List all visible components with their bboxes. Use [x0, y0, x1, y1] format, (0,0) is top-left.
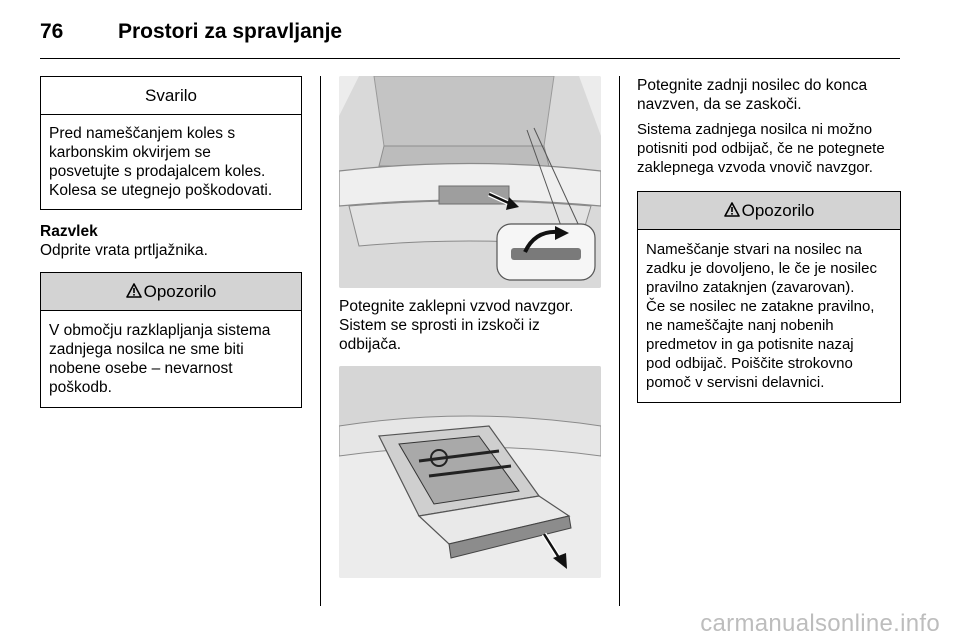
- warning-triangle-icon: [724, 202, 740, 217]
- header-rule: [40, 58, 900, 59]
- warning-line: pravilno zataknjen (zavarovan).: [646, 279, 855, 296]
- warning-line: pod odbijač. Poiščite strokovno: [646, 355, 853, 372]
- watermark: carmanualsonline.info: [700, 610, 940, 637]
- warning-line: ne nameščajte nanj nobenih: [646, 317, 834, 334]
- warning-text-left: [41, 311, 301, 407]
- warning-line: Nameščanje stvari na nosilec na: [646, 241, 862, 258]
- warning-line: zadnjega nosilca ne sme biti: [49, 341, 244, 358]
- warning-box-left: [40, 272, 302, 408]
- section-heading: Razvlek: [40, 223, 98, 240]
- warning-triangle-icon: [126, 283, 142, 298]
- middle-column: [339, 76, 601, 578]
- page-number: 76: [40, 20, 64, 43]
- warning-heading-text: Opozorilo: [741, 201, 815, 220]
- middle-line: Potegnite zaklepni vzvod navzgor.: [339, 298, 574, 315]
- caution-line: karbonskim okvirjem se: [49, 144, 211, 161]
- warning-heading-left: [41, 273, 301, 311]
- caution-line: Pred nameščanjem koles s: [49, 125, 236, 142]
- right-line: potisniti pod odbijač, če ne potegnete: [637, 140, 885, 157]
- illustration-pulled-carrier: [339, 366, 601, 578]
- warning-line: nobene osebe – nevarnost: [49, 360, 233, 377]
- middle-line: odbijača.: [339, 336, 402, 353]
- warning-line: V območju razklapljanja sistema: [49, 322, 271, 339]
- middle-paragraph: [339, 297, 601, 354]
- warning-line: predmetov in ga potisnite nazaj: [646, 336, 854, 353]
- warning-line: pomoč v servisni delavnici.: [646, 374, 825, 391]
- middle-line: Sistem se sprosti in izskoči iz: [339, 317, 540, 334]
- warning-line: poškodb.: [49, 379, 112, 396]
- right-paragraph-1: [637, 76, 901, 114]
- column-divider-2: [619, 76, 620, 606]
- caution-box: [40, 76, 302, 210]
- warning-heading-right: [638, 192, 900, 230]
- right-line: zaklepnega vzvoda vnovič navzgor.: [637, 159, 873, 176]
- right-paragraph-2: [637, 120, 901, 177]
- left-column: [40, 76, 302, 408]
- right-line: Sistema zadnjega nosilca ni možno: [637, 121, 873, 138]
- caution-heading: Svarilo: [41, 77, 301, 115]
- warning-text-right: [638, 230, 900, 402]
- section-text: Odprite vrata prtljažnika.: [40, 242, 208, 259]
- right-line: navzven, da se zaskoči.: [637, 96, 802, 113]
- right-line: Potegnite zadnji nosilec do konca: [637, 77, 868, 94]
- caution-line: posvetujte s prodajalcem koles.: [49, 163, 266, 180]
- page-title: Prostori za spravljanje: [118, 20, 343, 43]
- warning-box-right: [637, 191, 901, 403]
- caution-text: [41, 115, 301, 209]
- warning-line: zadku je dovoljeno, le če je nosilec: [646, 260, 877, 277]
- warning-line: Če se nosilec ne zatakne pravilno,: [646, 298, 875, 315]
- warning-heading-text: Opozorilo: [143, 282, 217, 301]
- razvlek-section: [40, 222, 302, 260]
- right-column: [637, 76, 901, 403]
- illustration-bumper-lever: [339, 76, 601, 288]
- page-header: [40, 20, 342, 46]
- caution-line: Kolesa se utegnejo poškodovati.: [49, 182, 273, 199]
- column-divider-1: [320, 76, 321, 606]
